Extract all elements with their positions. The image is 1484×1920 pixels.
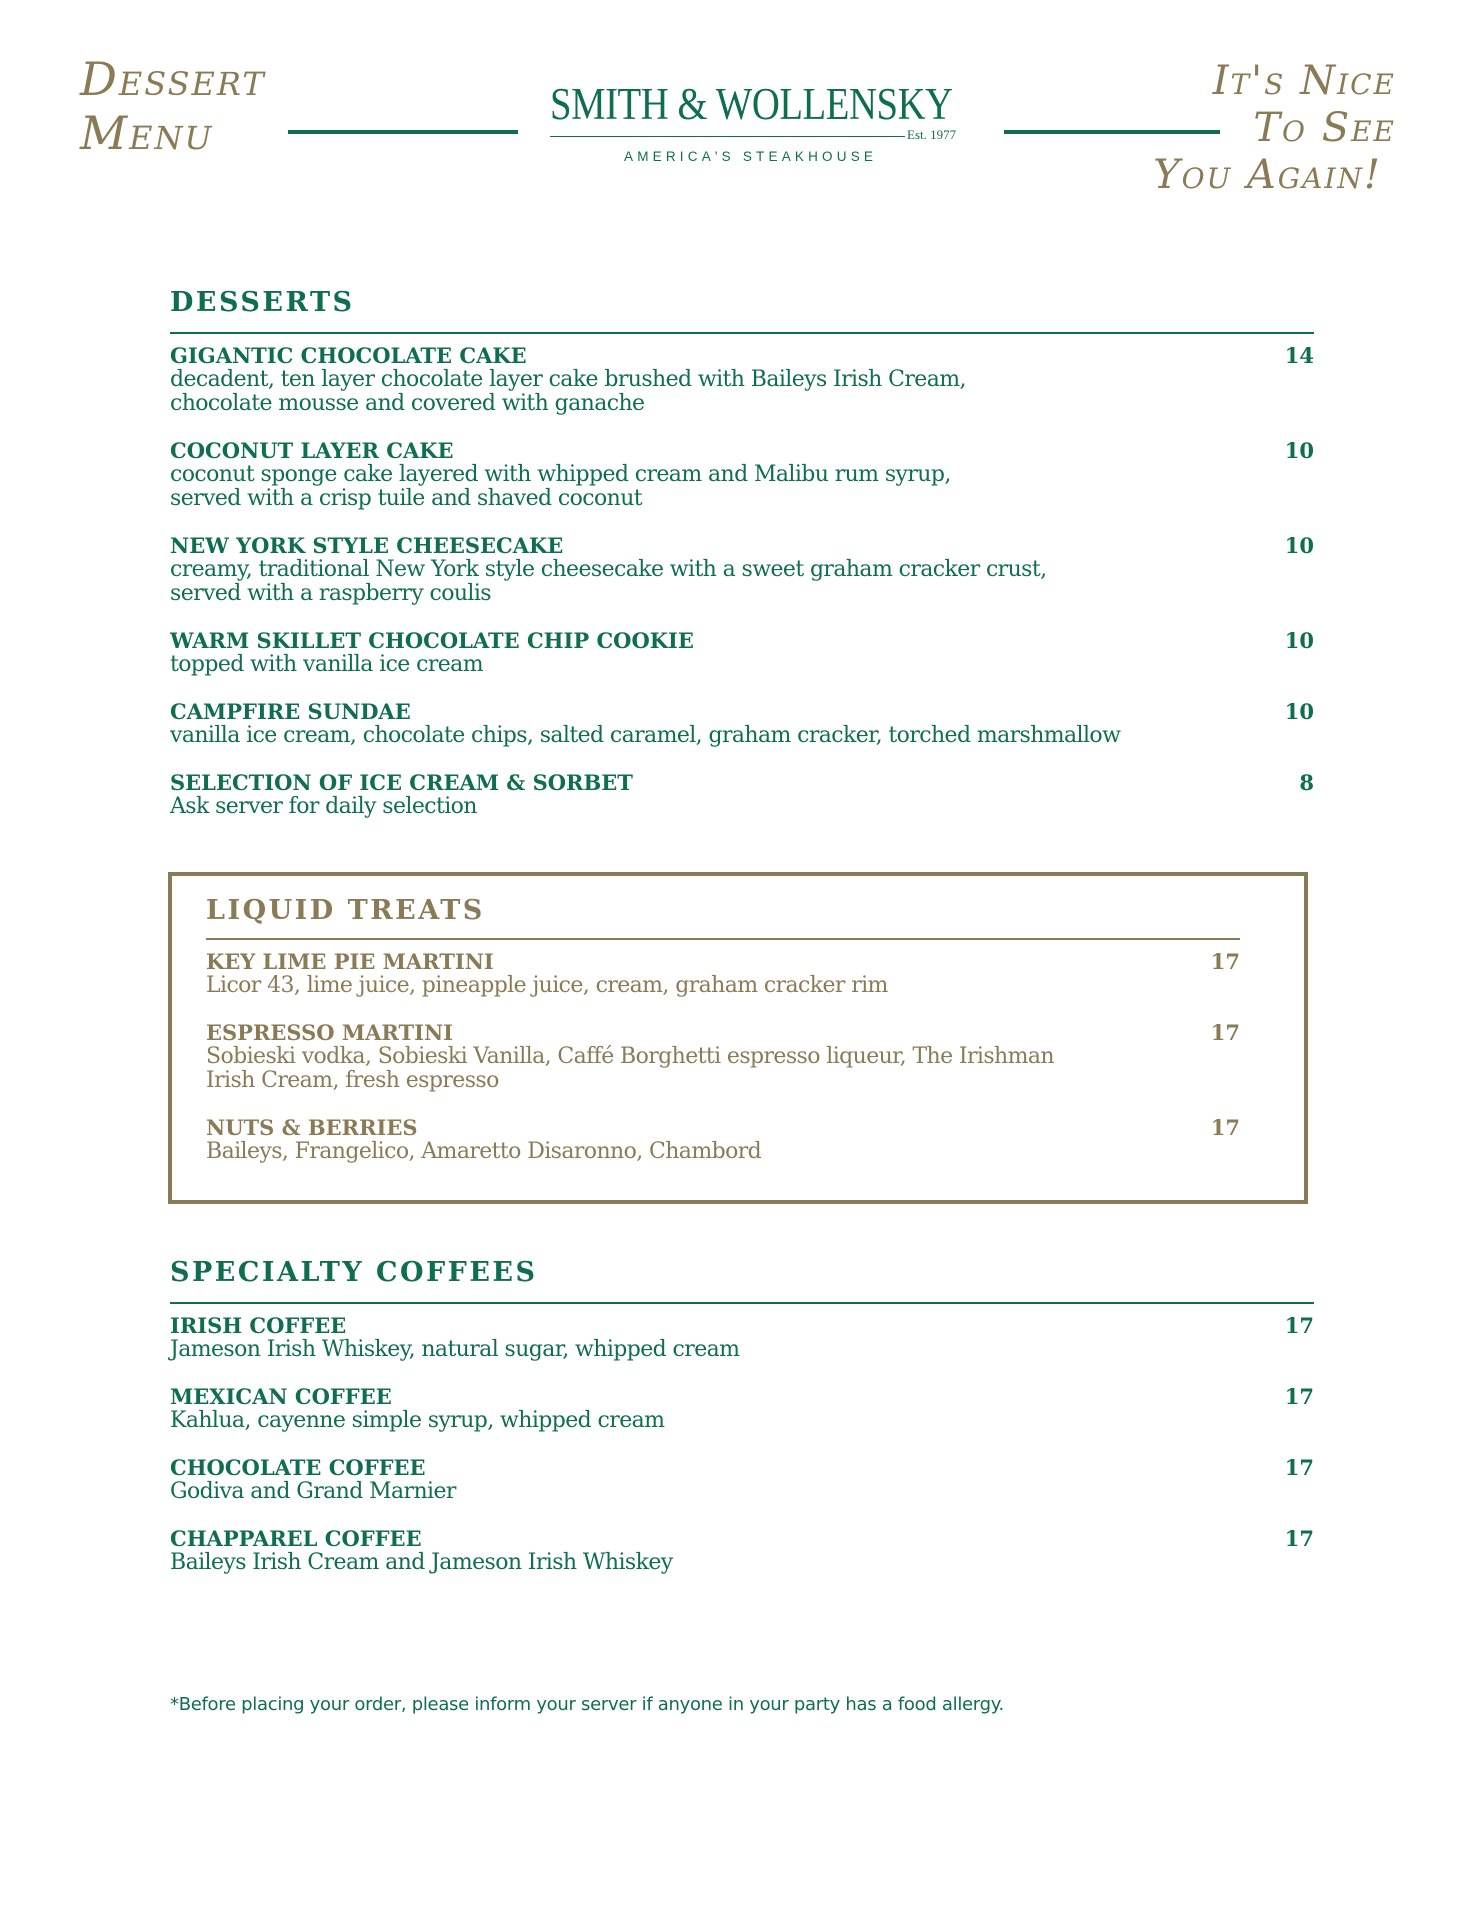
- menu-item-description: Irish Cream, fresh espresso: [206, 1068, 499, 1093]
- menu-item-description: topped with vanilla ice cream: [170, 652, 483, 677]
- menu-item-description: served with a raspberry coulis: [170, 581, 491, 606]
- logo-name: SMITH & WOLLENSKY: [550, 79, 953, 129]
- desserts-section: [170, 286, 1314, 842]
- menu-item-description: decadent, ten layer chocolate layer cake brushed with Baileys Irish Cream,: [170, 367, 966, 392]
- liquid-treats-section: [206, 894, 1240, 1187]
- menu-item-price: 10: [1284, 699, 1314, 724]
- menu-item-description: Sobieski vodka, Sobieski Vanilla, Caffé Borghetti espresso liqueur, The Irishman: [206, 1044, 1054, 1069]
- menu-item-description: Ask server for daily selection: [170, 794, 477, 819]
- menu-item: [170, 344, 1314, 416]
- menu-item: [206, 1116, 1240, 1164]
- menu-item-description: creamy, traditional New York style cheesecake with a sweet graham cracker crust,: [170, 557, 1047, 582]
- menu-item-name: NUTS & BERRIES: [206, 1115, 418, 1140]
- menu-item-price: 10: [1284, 533, 1314, 558]
- menu-item-list: [170, 1314, 1314, 1575]
- menu-item: [206, 950, 1240, 998]
- welcome-line: To See: [1253, 105, 1396, 152]
- liquid-treats-box: [168, 872, 1308, 1204]
- menu-item-name: CHAPPAREL COFFEE: [170, 1526, 422, 1551]
- specialty-coffees-section: [170, 1256, 1314, 1598]
- welcome-script-message: [1153, 58, 1396, 200]
- logo-underline: [550, 136, 905, 137]
- menu-item-name: ESPRESSO MARTINI: [206, 1020, 453, 1045]
- menu-item-price: 10: [1284, 438, 1314, 463]
- menu-item-price: 10: [1284, 628, 1314, 653]
- script-title-line: Dessert: [80, 52, 266, 106]
- menu-item-name: CHOCOLATE COFFEE: [170, 1455, 426, 1480]
- menu-item-description: Kahlua, cayenne simple syrup, whipped cream: [170, 1408, 665, 1433]
- menu-item: [170, 1314, 1314, 1362]
- header-divider-left: [288, 130, 518, 134]
- menu-item: [170, 534, 1314, 606]
- menu-item-description: Jameson Irish Whiskey, natural sugar, whipped cream: [170, 1337, 740, 1362]
- menu-item-name: GIGANTIC CHOCOLATE CAKE: [170, 343, 527, 368]
- menu-item-name: COCONUT LAYER CAKE: [170, 438, 454, 463]
- menu-item-list: [170, 344, 1314, 819]
- menu-item-description: Baileys Irish Cream and Jameson Irish Whiskey: [170, 1550, 673, 1575]
- menu-item-price: 17: [1284, 1384, 1314, 1409]
- menu-item-price: 17: [1210, 1020, 1240, 1045]
- menu-item: [170, 1385, 1314, 1433]
- menu-item-price: 17: [1284, 1313, 1314, 1338]
- menu-item-price: 17: [1284, 1455, 1314, 1480]
- menu-item-description: Licor 43, lime juice, pineapple juice, cream, graham cracker rim: [206, 973, 888, 998]
- menu-item-name: SELECTION OF ICE CREAM & SORBET: [170, 770, 633, 795]
- section-title: LIQUID TREATS: [206, 894, 1240, 940]
- script-title-line: Menu: [80, 106, 214, 161]
- menu-item: [170, 1456, 1314, 1504]
- menu-item-name: NEW YORK STYLE CHEESECAKE: [170, 533, 564, 558]
- menu-item-description: Godiva and Grand Marnier: [170, 1479, 456, 1504]
- menu-item: [206, 1021, 1240, 1093]
- menu-item: [170, 629, 1314, 677]
- menu-item-price: 17: [1210, 949, 1240, 974]
- menu-item-description: chocolate mousse and covered with ganache: [170, 391, 645, 416]
- menu-item: [170, 1527, 1314, 1575]
- menu-item-description: coconut sponge cake layered with whipped cream and Malibu rum syrup,: [170, 462, 951, 487]
- menu-item-price: 8: [1299, 770, 1314, 795]
- welcome-line: It's Nice: [1212, 58, 1396, 104]
- logo-established: Est. 1977: [907, 127, 957, 142]
- menu-item-price: 17: [1284, 1526, 1314, 1551]
- menu-item-name: CAMPFIRE SUNDAE: [170, 699, 411, 724]
- menu-item: [170, 700, 1314, 748]
- dessert-menu-script-title: [80, 52, 266, 161]
- logo-tagline: AMERICA'S STEAKHOUSE: [624, 149, 878, 164]
- menu-item-list: [206, 950, 1240, 1164]
- menu-item-description: served with a crisp tuile and shaved coconut: [170, 486, 643, 511]
- section-title: DESSERTS: [170, 286, 1314, 334]
- menu-item-name: WARM SKILLET CHOCOLATE CHIP COOKIE: [170, 628, 694, 653]
- section-title: SPECIALTY COFFEES: [170, 1256, 1314, 1304]
- menu-item-price: 14: [1284, 343, 1314, 368]
- menu-item-name: MEXICAN COFFEE: [170, 1384, 392, 1409]
- menu-item-price: 17: [1210, 1115, 1240, 1140]
- menu-item: [170, 439, 1314, 511]
- menu-item-name: IRISH COFFEE: [170, 1313, 347, 1338]
- menu-item-name: KEY LIME PIE MARTINI: [206, 949, 494, 974]
- allergy-footnote: *Before placing your order, please inform your server if anyone in your party has a food allergy.: [170, 1694, 1004, 1715]
- menu-item-description: Baileys, Frangelico, Amaretto Disaronno, Chambord: [206, 1139, 762, 1164]
- menu-item: [170, 771, 1314, 819]
- menu-item-description: vanilla ice cream, chocolate chips, salted caramel, graham cracker, torched marshmallow: [170, 723, 1121, 748]
- restaurant-logo: [550, 80, 980, 170]
- welcome-line: You Again!: [1153, 152, 1382, 199]
